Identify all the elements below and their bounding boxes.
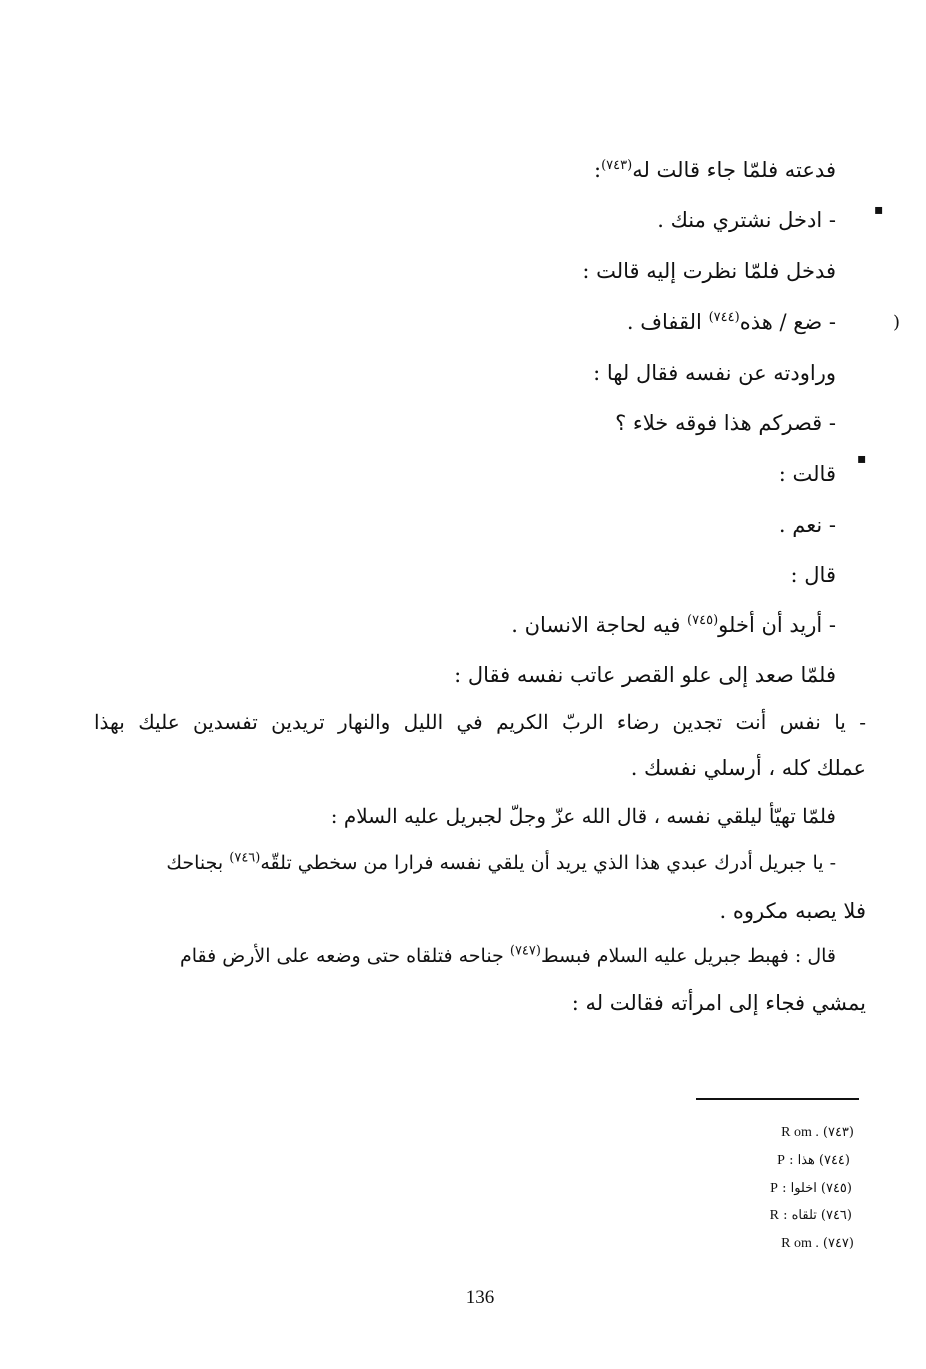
text-line <box>615 408 836 438</box>
text-line <box>582 256 836 286</box>
footnote-source: R om . <box>781 1125 819 1140</box>
text-segment: وراودته عن نفسه فقال لها : <box>593 361 836 385</box>
footnote-text: هذا : <box>789 1153 815 1168</box>
text-line <box>720 896 867 926</box>
text-segment: فلمّا تهيّأ ليلقي نفسه ، قال الله عزّ وجلّ لجبريل عليه السلام : <box>330 804 836 828</box>
text-line <box>331 801 836 831</box>
scan-mark: ) <box>893 312 901 333</box>
footnote-number: (٧٤٣) <box>822 1125 854 1140</box>
footnote-source: R <box>769 1208 779 1223</box>
footnote-source: P <box>777 1153 785 1168</box>
text-line <box>594 155 836 185</box>
footnote-source: R om . <box>781 1236 819 1251</box>
footnote-text: اخلوا : <box>782 1181 817 1196</box>
text-line <box>631 753 866 783</box>
text-line <box>593 358 836 388</box>
scan-mark: ▪ <box>874 202 884 218</box>
text-line <box>779 459 836 489</box>
text-segment: - أريد أن أخلو <box>718 613 836 637</box>
text-segment: - ضع / هذه <box>739 310 836 334</box>
text-line <box>657 205 836 235</box>
text-segment: فدعته فلمّا جاء قالت له <box>632 158 836 182</box>
text-line <box>94 707 866 737</box>
text-line <box>627 307 836 337</box>
text-line <box>166 848 836 878</box>
footnote-text: تلقاه : <box>783 1208 817 1223</box>
text-segment: فلمّا صعد إلى علو القصر عاتب نفسه فقال : <box>454 663 836 687</box>
footnote <box>781 1235 854 1253</box>
footnote-ref: (٧٤٤) <box>708 310 740 325</box>
text-line <box>511 610 836 640</box>
text-segment: - نعم . <box>778 513 836 537</box>
text-segment: عملك كله ، أرسلي نفسك . <box>630 756 866 780</box>
footnote-source: P <box>770 1181 778 1196</box>
text-segment: قال : <box>790 563 836 587</box>
text-segment: القفاف . <box>626 310 702 334</box>
footnote <box>777 1152 850 1170</box>
footnote-ref: (٧٤٧) <box>509 943 541 959</box>
text-segment: : <box>594 158 602 182</box>
scan-mark: ▪ <box>857 451 867 467</box>
text-segment: - يا جبريل أدرك عبدي هذا الذي يريد أن يلقي نفسه فرارا من سخطي تلقّه <box>260 852 836 874</box>
footnote-divider <box>696 1098 859 1100</box>
text-segment: - يا نفس أنت تجدين رضاء الربّ الكريم في الليل والنهار تريدين تفسدين عليك بهذا <box>94 710 866 734</box>
text-segment: فلا يصبه مكروه . <box>719 899 866 923</box>
footnote <box>770 1207 852 1225</box>
text-line <box>180 941 836 971</box>
text-line <box>791 560 836 590</box>
footnote-number: (٧٤٤) <box>818 1153 850 1168</box>
text-segment: فيه لحاجة الانسان . <box>511 613 681 637</box>
text-segment: قالت : <box>778 462 836 486</box>
text-segment: قال : فهبط جبريل عليه السلام فبسط <box>540 945 836 967</box>
text-line <box>779 510 836 540</box>
footnote-ref: (٧٤٣) <box>601 158 633 173</box>
footnote-ref: (٧٤٥) <box>687 613 719 628</box>
text-segment: بجناحك <box>166 852 224 874</box>
text-segment: فدخل فلمّا نظرت إليه قالت : <box>582 259 836 283</box>
footnote-number: (٧٤٥) <box>820 1181 852 1196</box>
text-segment: جناحه فتلقاه حتى وضعه على الأرض فقام <box>179 945 504 967</box>
text-line <box>572 988 866 1018</box>
footnote-ref: (٧٤٦) <box>229 850 261 866</box>
footnote <box>770 1180 852 1198</box>
footnote-number: (٧٤٦) <box>820 1208 852 1223</box>
text-segment: - قصركم هذا فوقه خلاء ؟ <box>615 411 836 435</box>
text-segment: يمشي فجاء إلى امرأته فقالت له : <box>571 991 866 1015</box>
text-line <box>454 660 836 690</box>
page-number: 136 <box>465 1287 495 1308</box>
text-segment: - ادخل نشتري منك . <box>657 208 836 232</box>
footnote-number: (٧٤٧) <box>822 1236 854 1251</box>
footnote <box>781 1124 854 1142</box>
